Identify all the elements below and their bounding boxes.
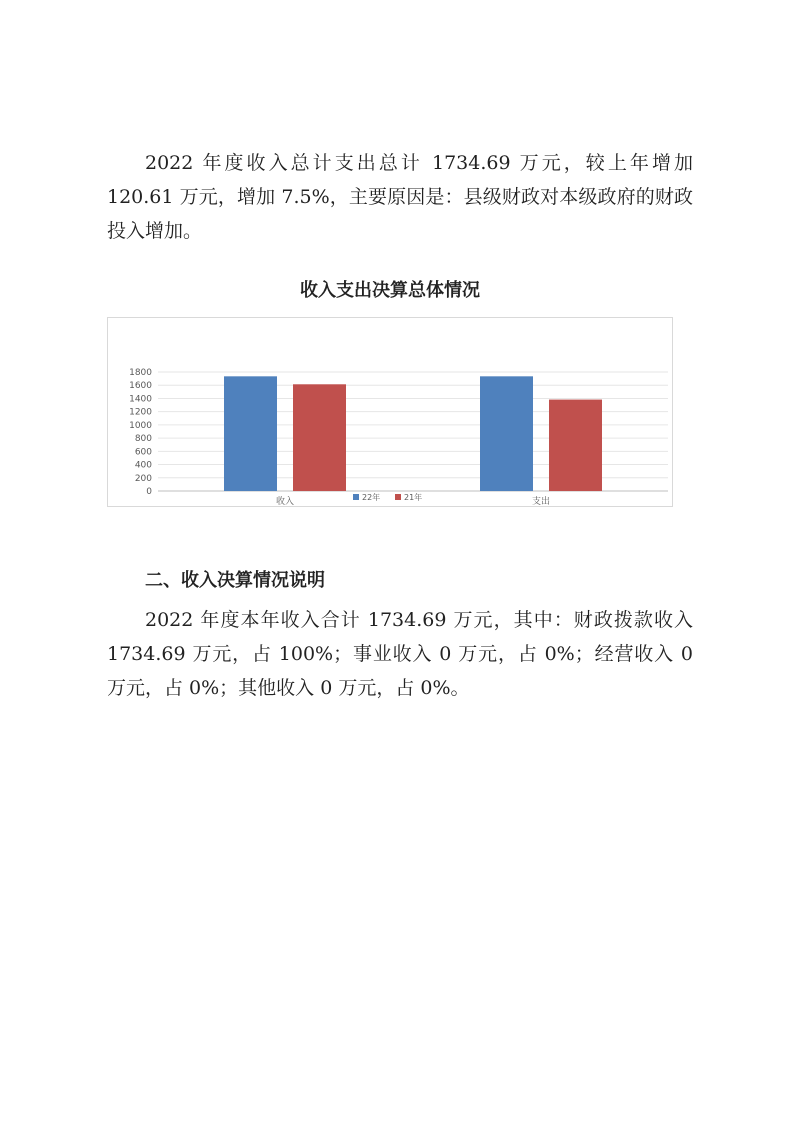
y-tick-label: 1600 [129,381,152,392]
legend-swatch [395,494,401,500]
bar-chart-canvas [108,318,672,506]
y-tick-label: 200 [134,473,152,484]
legend-label: 21年 [404,493,423,502]
chart-title: 收入支出决算总体情况 [300,280,480,301]
legend-label: 22年 [362,493,381,502]
y-tick-label: 1000 [129,420,152,431]
y-tick-label: 600 [134,447,152,458]
y-tick-label: 0 [146,487,152,497]
y-tick-label: 400 [134,460,152,471]
y-tick-label: 800 [134,434,152,445]
legend-swatch [353,494,359,500]
bar-22-income [224,376,277,491]
x-category-label: 支出 [531,497,551,506]
x-category-label: 收入 [275,497,295,506]
bar-chart [107,317,673,507]
y-tick-label: 1400 [129,394,152,405]
bar-21-expense [549,400,602,491]
y-tick-label: 1800 [129,368,152,378]
paragraph-income-detail: 2022 年度本年收入合计 1734.69 万元，其中：财政拨款收入 1734.69 万元，占 100%；事业收入 0 万元，占 0%；经营收入 0 万元，占 0%；其他收入 0 万元，占 0%。 [107,609,693,699]
section-heading: 二、收入决算情况说明 [145,570,325,591]
y-tick-label: 1200 [129,407,152,418]
paragraph-income-expense-summary: 2022 年度收入总计支出总计 1734.69 万元，较上年增加 120.61 万元，增加 7.5%，主要原因是：县级财政对本级政府的财政投入增加。 [107,152,693,242]
bar-21-income [293,384,346,491]
bar-22-expense [480,376,533,491]
